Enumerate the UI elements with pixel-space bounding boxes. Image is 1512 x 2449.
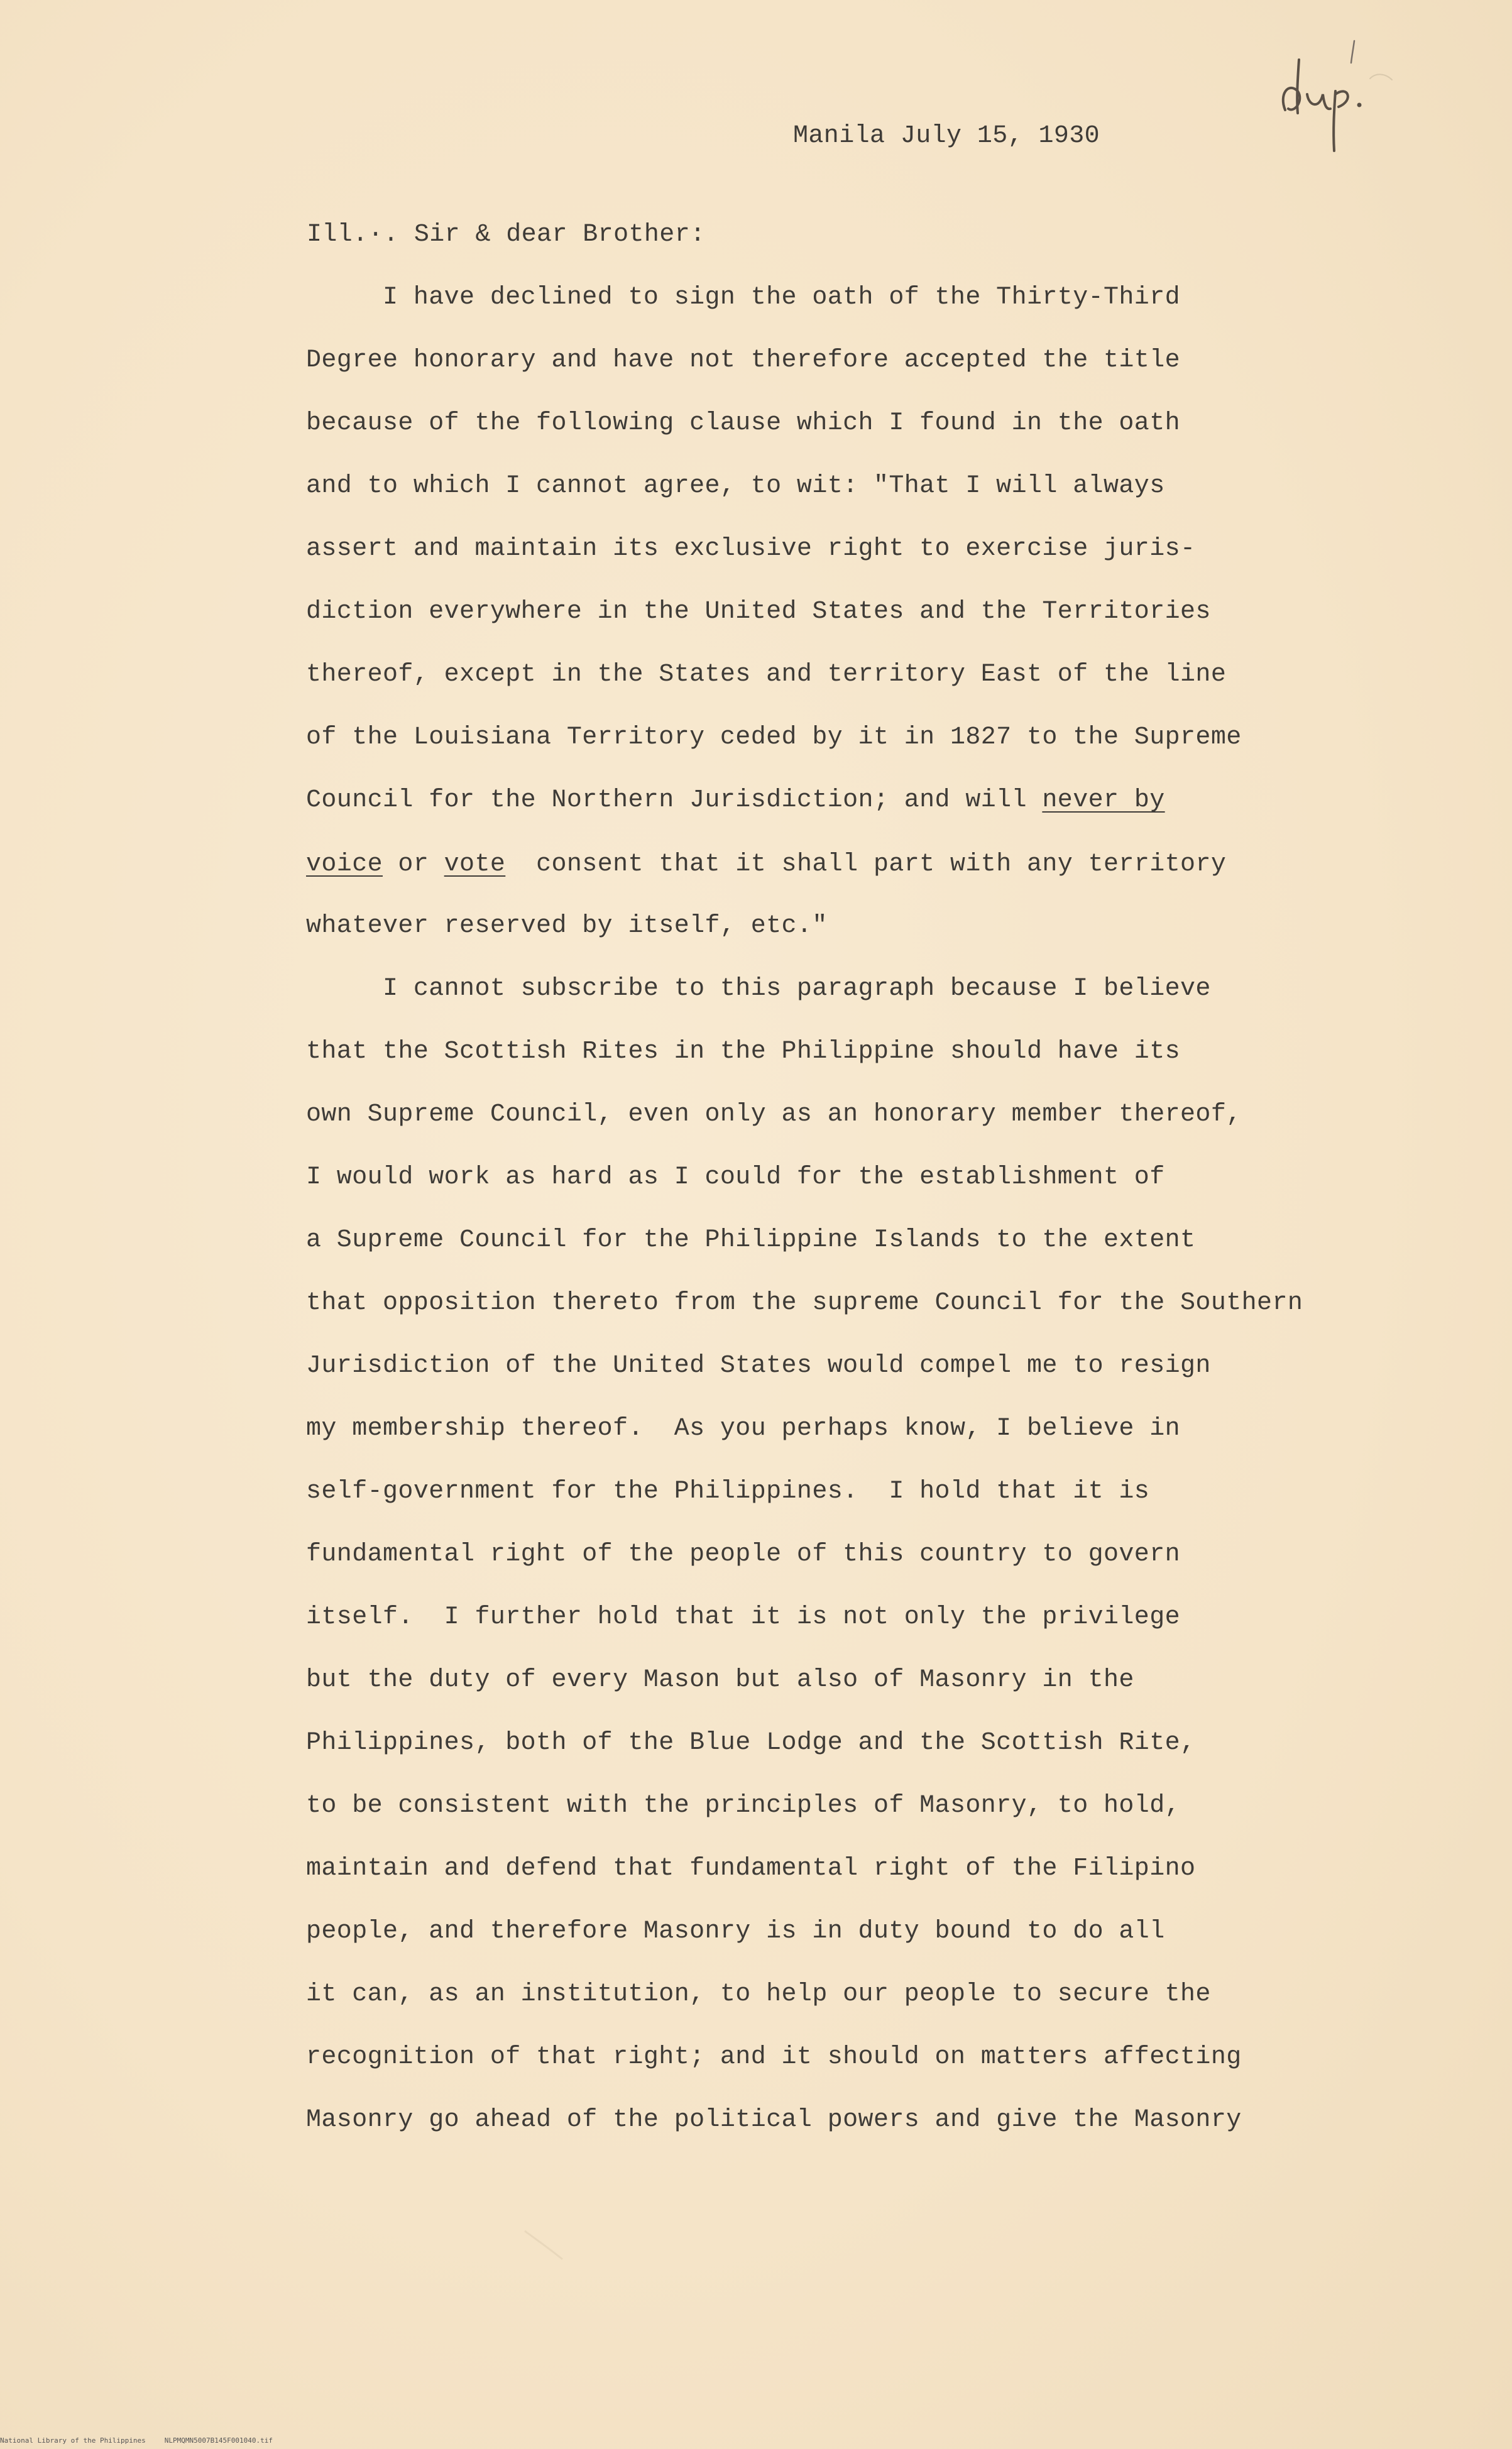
salutation: Ill.·. Sir & dear Brother: bbox=[307, 221, 706, 249]
body-line: I have declined to sign the oath of the Thirty-Third bbox=[306, 283, 1181, 312]
body-line: because of the following clause which I found in the oath bbox=[306, 409, 1181, 437]
handwritten-dup-mark bbox=[1260, 35, 1405, 160]
body-line: a Supreme Council for the Philippine Islands to the extent bbox=[306, 1226, 1196, 1254]
body-line: Degree honorary and have not therefore accepted the title bbox=[306, 346, 1181, 375]
body-line: I would work as hard as I could for the establishment of bbox=[306, 1163, 1165, 1192]
footer-library: National Library of the Philippines bbox=[0, 2436, 146, 2445]
body-line: own Supreme Council, even only as an honorary member thereof, bbox=[306, 1100, 1242, 1129]
voice-or-text: or bbox=[383, 850, 444, 879]
body-line: recognition of that right; and it should on matters affecting bbox=[306, 2043, 1242, 2071]
body-line: it can, as an institution, to help our people to secure the bbox=[306, 1980, 1211, 2008]
body-line-voice bbox=[306, 850, 1226, 880]
body-line: thereof, except in the States and territory East of the line bbox=[306, 660, 1227, 689]
body-line: itself. I further hold that it is not only the privilege bbox=[306, 1603, 1181, 1631]
paper-crease-mark bbox=[522, 2225, 566, 2262]
scan-footer bbox=[0, 2437, 292, 2445]
underlined-voice: voice bbox=[306, 850, 383, 879]
underlined-vote: vote bbox=[444, 850, 506, 879]
body-line: self-government for the Philippines. I hold that it is bbox=[306, 1477, 1150, 1506]
body-line: people, and therefore Masonry is in duty bound to do all bbox=[306, 1917, 1165, 1946]
body-line: of the Louisiana Territory ceded by it in 1827 to the Supreme bbox=[306, 723, 1242, 752]
body-line: whatever reserved by itself, etc." bbox=[306, 912, 828, 940]
footer-file-id: NLPMQMN5007B145F001040.tif bbox=[164, 2436, 273, 2445]
underlined-never-by: never by bbox=[1042, 786, 1165, 814]
letter-date: Manila July 15, 1930 bbox=[793, 122, 1100, 150]
body-line: assert and maintain its exclusive right to exercise juris- bbox=[306, 535, 1196, 563]
body-line: to be consistent with the principles of Masonry, to hold, bbox=[306, 1792, 1181, 1820]
body-line: maintain and defend that fundamental right of the Filipino bbox=[306, 1855, 1196, 1883]
voice-after-text: consent that it shall part with any territory bbox=[505, 850, 1227, 879]
body-line: I cannot subscribe to this paragraph because I believe bbox=[306, 975, 1211, 1003]
council-text: Council for the Northern Jurisdiction; and will bbox=[306, 786, 1043, 814]
body-line-council bbox=[306, 786, 1165, 816]
body-line: Jurisdiction of the United States would compel me to resign bbox=[306, 1352, 1211, 1380]
body-line: and to which I cannot agree, to wit: "That I will always bbox=[306, 472, 1165, 500]
body-line: that the Scottish Rites in the Philippine should have its bbox=[306, 1038, 1181, 1066]
body-line: diction everywhere in the United States and the Territories bbox=[306, 598, 1211, 626]
body-line: but the duty of every Mason but also of Masonry in the bbox=[306, 1666, 1134, 1694]
body-line: Masonry go ahead of the political powers and give the Masonry bbox=[306, 2106, 1242, 2134]
body-line: Philippines, both of the Blue Lodge and the Scottish Rite, bbox=[306, 1729, 1196, 1757]
body-line: that opposition thereto from the supreme Council for the Southern bbox=[306, 1289, 1303, 1317]
body-line: fundamental right of the people of this country to govern bbox=[306, 1540, 1181, 1569]
body-line: my membership thereof. As you perhaps know, I believe in bbox=[306, 1415, 1181, 1443]
handwritten-annotation bbox=[1260, 35, 1405, 160]
